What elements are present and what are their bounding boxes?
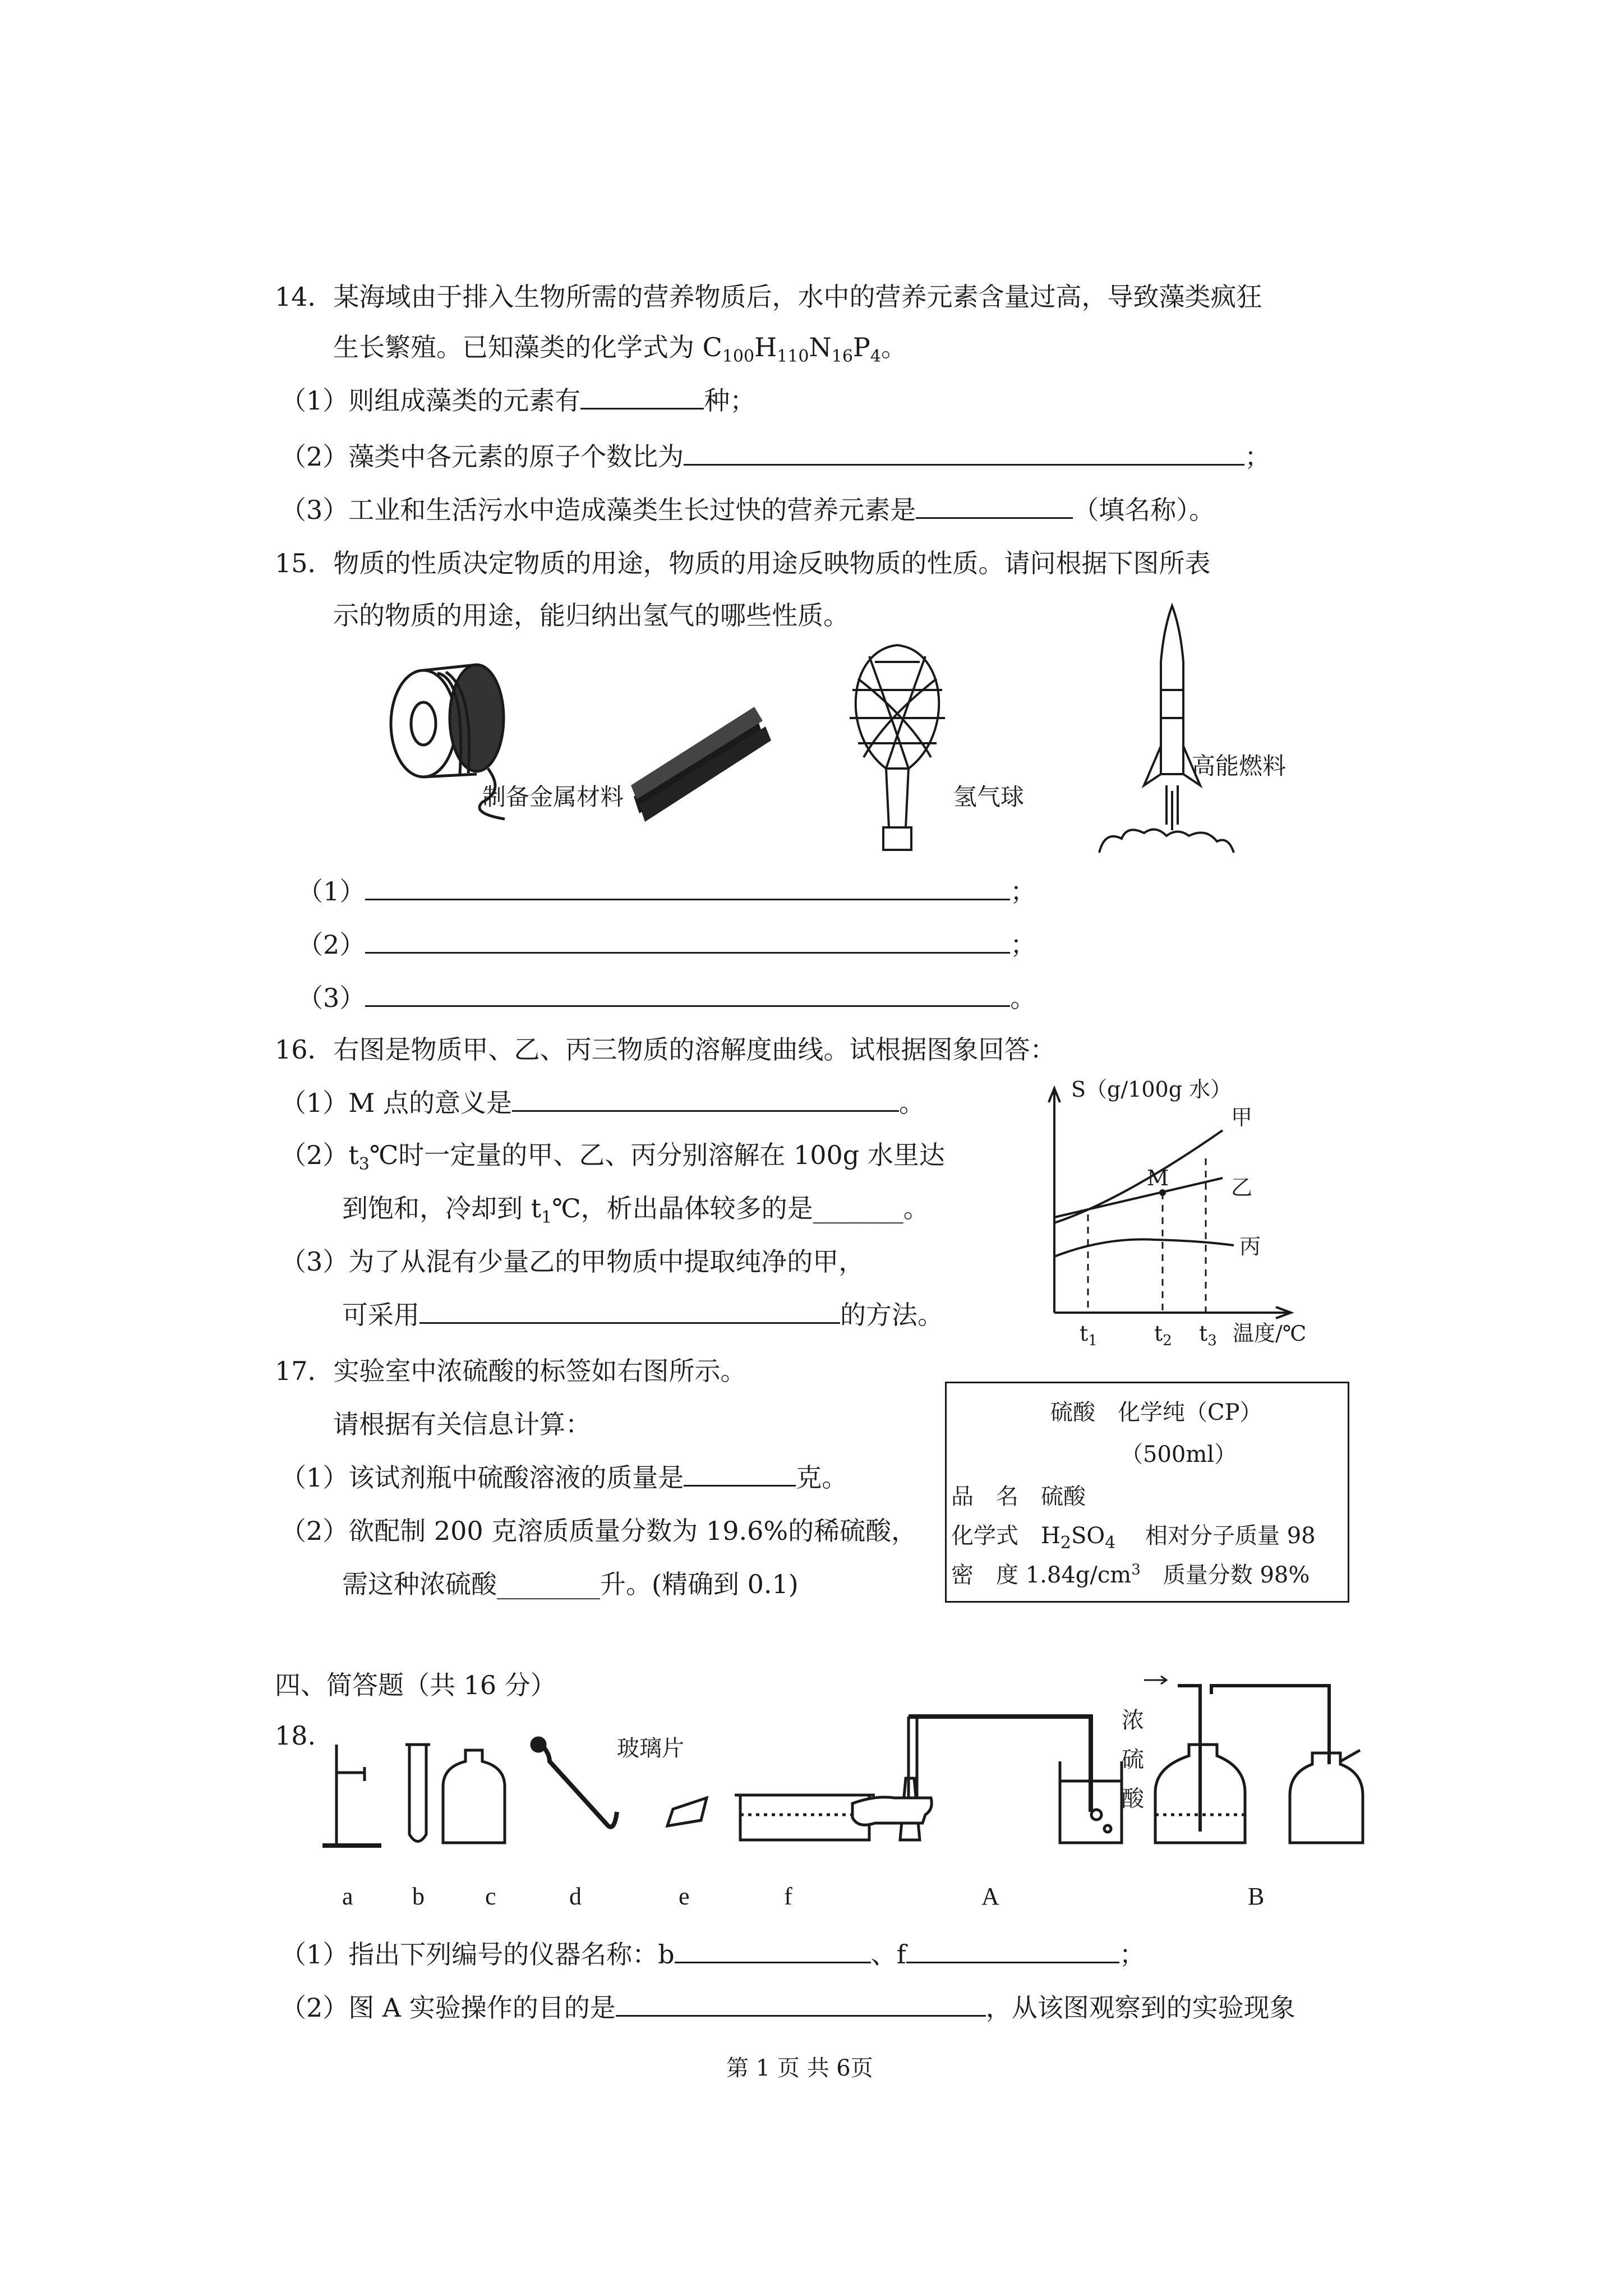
q15-answer2: （2） ；	[297, 930, 1036, 960]
q15-answer1: （1） ；	[297, 876, 1036, 907]
series-label-bing: 丙	[1239, 1234, 1261, 1259]
q18-number: 18.	[275, 1720, 316, 1751]
label-b: b	[412, 1883, 425, 1910]
point-label-m: M	[1147, 1166, 1169, 1190]
q18-part2: （2）图 A 实验操作的目的是 ，从该图观察到的实验现象	[280, 1993, 1295, 2023]
q16-part2: $(2)t_3℃$时一定量的甲、乙、丙分别溶解在 100g 水里达	[280, 1140, 945, 1175]
q16-line1: 16．右图是物质甲、乙、丙三物质的溶解度曲线。试根据图象回答：	[275, 1034, 1056, 1065]
hydrogen-uses-figure	[370, 606, 1287, 864]
gas-washing-setup	[1144, 1676, 1363, 1843]
q16-part1: （1）M 点的意义是 。	[280, 1088, 925, 1118]
label-density: 密 度 $1.84g/cm^3$ 质量分数 98%	[951, 1561, 1310, 1588]
delivery-tube-icon	[541, 1745, 617, 1827]
label-title: 硫酸 化学纯（CP）	[1050, 1400, 1262, 1425]
hand-icon	[852, 1797, 932, 1825]
curve-bing	[1054, 1239, 1234, 1257]
x-axis-label: 温度/℃	[1233, 1321, 1307, 1346]
label-name: 品 名 硫酸	[951, 1484, 1086, 1510]
label-f: f	[784, 1883, 792, 1910]
q14-line2	[333, 331, 907, 373]
q17-part2: （2）欲配制 200 克溶质质量分数为 19.6%的稀硫酸，	[280, 1516, 917, 1546]
answer-blank[interactable]	[365, 983, 1010, 1007]
q17-part3: 需这种浓硫酸________升。(精确到 0.1)	[342, 1569, 799, 1599]
answer-blank[interactable]	[580, 385, 704, 409]
answer-blank[interactable]	[684, 1462, 796, 1487]
q16-part2-cont: 到饱和，冷却到 $t_1℃$，析出晶体较多的是_______。	[342, 1193, 929, 1228]
q14-part2: （2）藻类中各元素的原子个数比为 ；	[280, 441, 1271, 472]
q18-part1: （1）指出下列编号的仪器名称：b 、f ；	[280, 1939, 1145, 1970]
iron-stand-icon	[322, 1745, 381, 1846]
rocket-icon	[1099, 606, 1234, 853]
q16-part3-cont: 可采用 的方法。	[342, 1300, 943, 1330]
acid-label-3: 酸	[1122, 1786, 1144, 1812]
page-footer: 第 1 页 共 6页	[726, 2055, 873, 2081]
metal-rods-icon	[631, 707, 771, 822]
answer-blank[interactable]	[616, 1993, 986, 2017]
q14-part1: （1）则组成藻类的元素有 种；	[280, 385, 756, 416]
section-title: 四、简答题（共 16 分）	[275, 1670, 556, 1700]
q15-answer3: （3） 。	[297, 983, 1036, 1013]
q16-part3: （3）为了从混有少量乙的甲物质中提取纯净的甲，	[280, 1246, 865, 1277]
series-label-jia: 甲	[1231, 1105, 1253, 1130]
label-d: d	[569, 1883, 582, 1910]
curve-jia	[1054, 1130, 1223, 1223]
answer-blank[interactable]	[365, 876, 1010, 900]
glass-slide-icon	[667, 1798, 707, 1826]
label-volume: （500ml）	[1121, 1442, 1237, 1467]
test-tube-icon	[409, 1745, 426, 1842]
q15-line2: 示的物质的用途，能归纳出氢气的哪些性质。	[333, 600, 849, 631]
tick-t3: $t_3$	[1199, 1321, 1217, 1349]
tick-t1: $t_1$	[1080, 1321, 1098, 1349]
airtightness-check-setup	[852, 1717, 1122, 1843]
caption-fuel: 高能燃料	[1192, 752, 1287, 780]
answer-blank[interactable]	[365, 930, 1010, 954]
q14-line1: 14．某海域由于排入生物所需的营养物质后，水中的营养元素含量过高，导致藻类疯狂	[275, 282, 1262, 312]
gas-bottle-icon	[443, 1750, 505, 1843]
q17-line1: 17．实验室中浓硫酸的标签如右图所示。	[275, 1356, 746, 1386]
label-B: B	[1248, 1883, 1265, 1910]
glass-slide-label: 玻璃片	[617, 1736, 684, 1761]
series-label-yi: 乙	[1231, 1175, 1253, 1200]
label-c: c	[485, 1883, 496, 1910]
label-A: A	[981, 1883, 999, 1910]
lab-apparatus-figure	[314, 1683, 1368, 1918]
answer-blank[interactable]	[512, 1088, 899, 1112]
solubility-chart	[1032, 1077, 1324, 1349]
label-formula: 化学式 $H_2SO_4$ 相对分子质量 98	[951, 1523, 1316, 1553]
answer-blank[interactable]	[675, 1939, 871, 1963]
algae-formula: $C_{100}H_{110}N_{16}P_4$。	[702, 332, 907, 367]
q17-part1: （1）该试剂瓶中硫酸溶液的质量是 克。	[280, 1462, 848, 1493]
caption-balloon: 氢气球	[953, 783, 1025, 811]
label-a: a	[342, 1883, 353, 1910]
answer-blank[interactable]	[906, 1939, 1119, 1963]
q17-line2: 请根据有关信息计算：	[333, 1409, 591, 1439]
q14-part3: （3）工业和生活污水中造成藻类生长过快的营养元素是 （填名称）。	[280, 495, 1215, 525]
answer-blank[interactable]	[419, 1300, 840, 1324]
y-axis-label: S（g/100g 水）	[1071, 1077, 1232, 1102]
answer-blank[interactable]	[916, 495, 1073, 519]
caption-metal: 制备金属材料	[482, 783, 624, 811]
answer-blank[interactable]	[684, 441, 1244, 466]
q15-line1: 15．物质的性质决定物质的用途，物质的用途反映物质的性质。请问根据下图所表	[275, 548, 1211, 578]
sulfuric-acid-label	[945, 1382, 1349, 1603]
tick-t2: $t_2$	[1154, 1321, 1172, 1349]
label-e: e	[679, 1883, 690, 1910]
q14-line2-text: 生长繁殖。已知藻类的化学式为	[333, 332, 703, 362]
acid-label-2: 硫	[1122, 1747, 1144, 1773]
hydrogen-balloon-icon	[850, 645, 945, 850]
acid-label-1: 浓	[1122, 1708, 1144, 1733]
